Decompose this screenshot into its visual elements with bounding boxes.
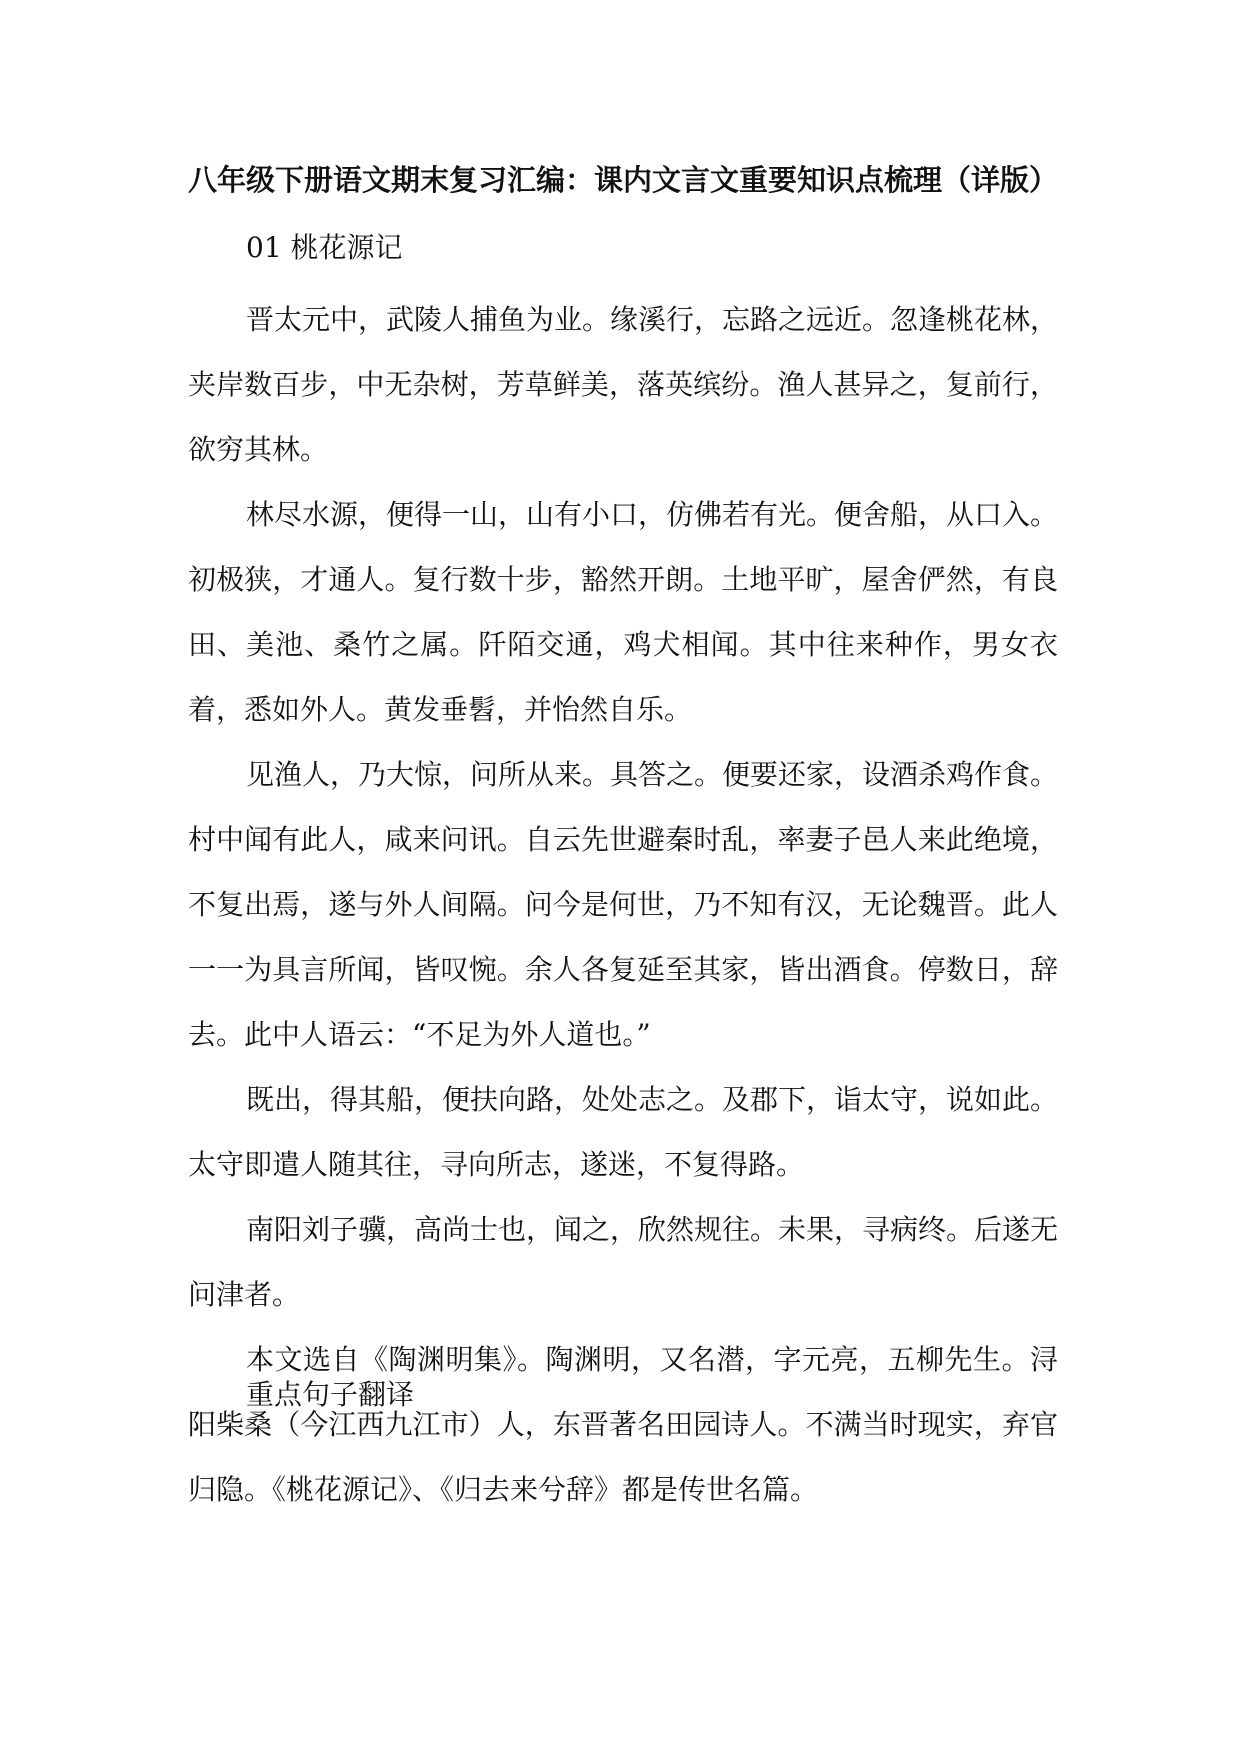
sub-heading: 重点句子翻译 — [246, 1378, 415, 1411]
section-heading: 01 桃花源记 — [246, 231, 403, 264]
paragraph: 南阳刘子骥，高尚士也，闻之，欣然规往。未果，寻病终。后遂无问津者。 — [188, 1213, 1059, 1311]
paragraph: 本文选自《陶渊明集》。陶渊明，又名潜，字元亮，五柳先生。浔阳柴桑（今江西九江市）人，东晋著名田园诗人。不满当时现实，弃官归隐。《桃花源记》、《归去来兮辞》都是传世名篇。 — [188, 1343, 1058, 1506]
paragraph: 既出，得其船，便扶向路，处处志之。及郡下，诣太守，说如此。太守即遣人随其往，寻向所志，遂迷，不复得路。 — [188, 1083, 1059, 1181]
paragraph: 林尽水源，便得一山，山有小口，仿佛若有光。便舍船，从口入。初极狭，才通人。复行数十步，豁然开朗。土地平旷，屋舍俨然，有良田、美池、桑竹之属。阡陌交通，鸡犬相闻。其中往来种作，男女衣着，悉如外人。黄发垂髫，并怡然自乐。 — [188, 498, 1059, 726]
article-body — [188, 287, 1058, 1522]
paragraph: 晋太元中，武陵人捕鱼为业。缘溪行，忘路之远近。忽逢桃花林，夹岸数百步，中无杂树，芳草鲜美，落英缤纷。渔人甚异之，复前行，欲穷其林。 — [188, 303, 1059, 466]
document-title: 八年级下册语文期末复习汇编：课内文言文重要知识点梳理（详版） — [188, 163, 1059, 197]
paragraph: 见渔人，乃大惊，问所从来。具答之。便要还家，设酒杀鸡作食。村中闻有此人，咸来问讯。自云先世避秦时乱，率妻子邑人来此绝境，不复出焉，遂与外人间隔。问今是何世，乃不知有汉，无论魏晋。此人一一为具言所闻，皆叹惋。余人各复延至其家，皆出酒食。停数日，辞去。此中人语云：“不足为外人道也。” — [188, 758, 1059, 1051]
